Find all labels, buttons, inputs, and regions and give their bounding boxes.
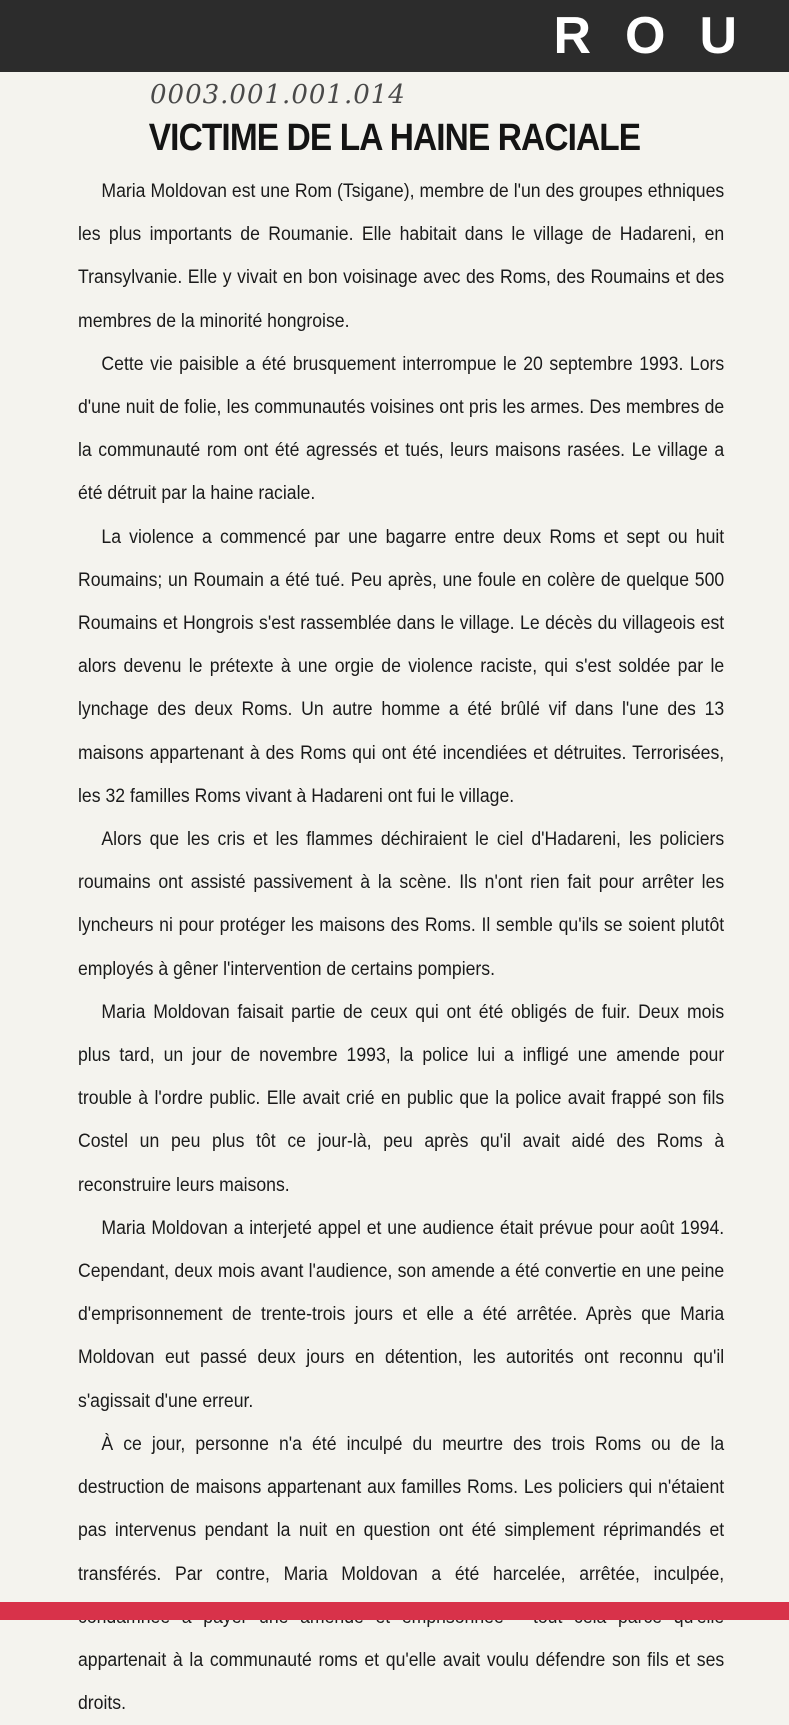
paragraph: Alors que les cris et les flammes déchiraient le ciel d'Hadareni, les policiers roumains ont assisté passivement à la scène. Ils n'ont rien fait pour arrêter les lyncheurs ni pour protéger les maisons des Roms. Il semble qu'ils se soient plutôt employés à gêner l'intervention de certains pompiers. (78, 828, 725, 980)
paragraph: La violence a commencé par une bagarre entre deux Roms et sept ou huit Roumains; un Roumain a été tué. Peu après, une foule en colère de quelque 500 Roumains et Hongrois s'est rassemblée dans le village. Le décès du villageois est alors devenu le prétexte à une orgie de violence raciste, qui s'est soldée par le lynchage des deux Roms. Un autre homme a été brûlé vif dans l'une des 13 maisons appartenant à des Roms qui ont été incendiées et détruites. Terrorisées, les 32 familles Roms vivant à Hadareni ont fui le village. (78, 525, 725, 807)
paragraph: Cette vie paisible a été brusquement interrompue le 20 septembre 1993. Lors d'une nuit de folie, les communautés voisines ont pris les armes. Des membres de la communauté rom ont été agressés et tués, leurs maisons rasées. Le village a été détruit par la haine raciale. (78, 352, 725, 505)
article-title: VICTIME DE LA HAINE RACIALE (148, 117, 641, 159)
header-label: ROU (553, 7, 771, 65)
footer-band (0, 1602, 789, 1620)
paragraph: À ce jour, personne n'a été inculpé du meurtre des trois Roms ou de la destruction de maisons appartenant aux familles Roms. Les policiers qui n'étaient pas intervenus pendant la nuit en question ont été simplement réprimandés et transférés. Par contre, Maria Moldovan a été harcelée, arrêtée, inculpée, appartenait à la communauté roms et qu'elle avait voulu défendre son fils et ses droits. (78, 1432, 725, 1715)
article-body (78, 170, 724, 1725)
paragraph: Maria Moldovan a interjeté appel et une audience était prévue pour août 1994. Cependant, deux mois avant l'audience, son amende a été convertie en une peine d'emprisonnement de trente-trois jours et elle a été arrêtée. Après que Maria Moldovan eut passé deux jours en détention, les autorités ont reconnu qu'il s'agissait d'une erreur. (78, 1216, 725, 1412)
handwritten-reference: 0003.001.001.014 (150, 80, 406, 110)
paragraph: Maria Moldovan faisait partie de ceux qui ont été obligés de fuir. Deux mois plus tard, un jour de novembre 1993, la police lui a infligé une amende pour trouble à l'ordre public. Elle avait crié en public que la police avait frappé son fils Costel un peu plus tôt ce jour-là, peu après qu'il avait aidé des Roms à reconstruire leurs maisons. (78, 1000, 725, 1196)
header-band (0, 0, 789, 72)
paragraph: Maria Moldovan est une Rom (Tsigane), membre de l'un des groupes ethniques les plus importants de Roumanie. Elle habitait dans le village de Hadareni, en Transylvanie. Elle y vivait en bon voisinage avec des Roms, des Roumains et des membres de la minorité hongroise. (78, 180, 725, 332)
